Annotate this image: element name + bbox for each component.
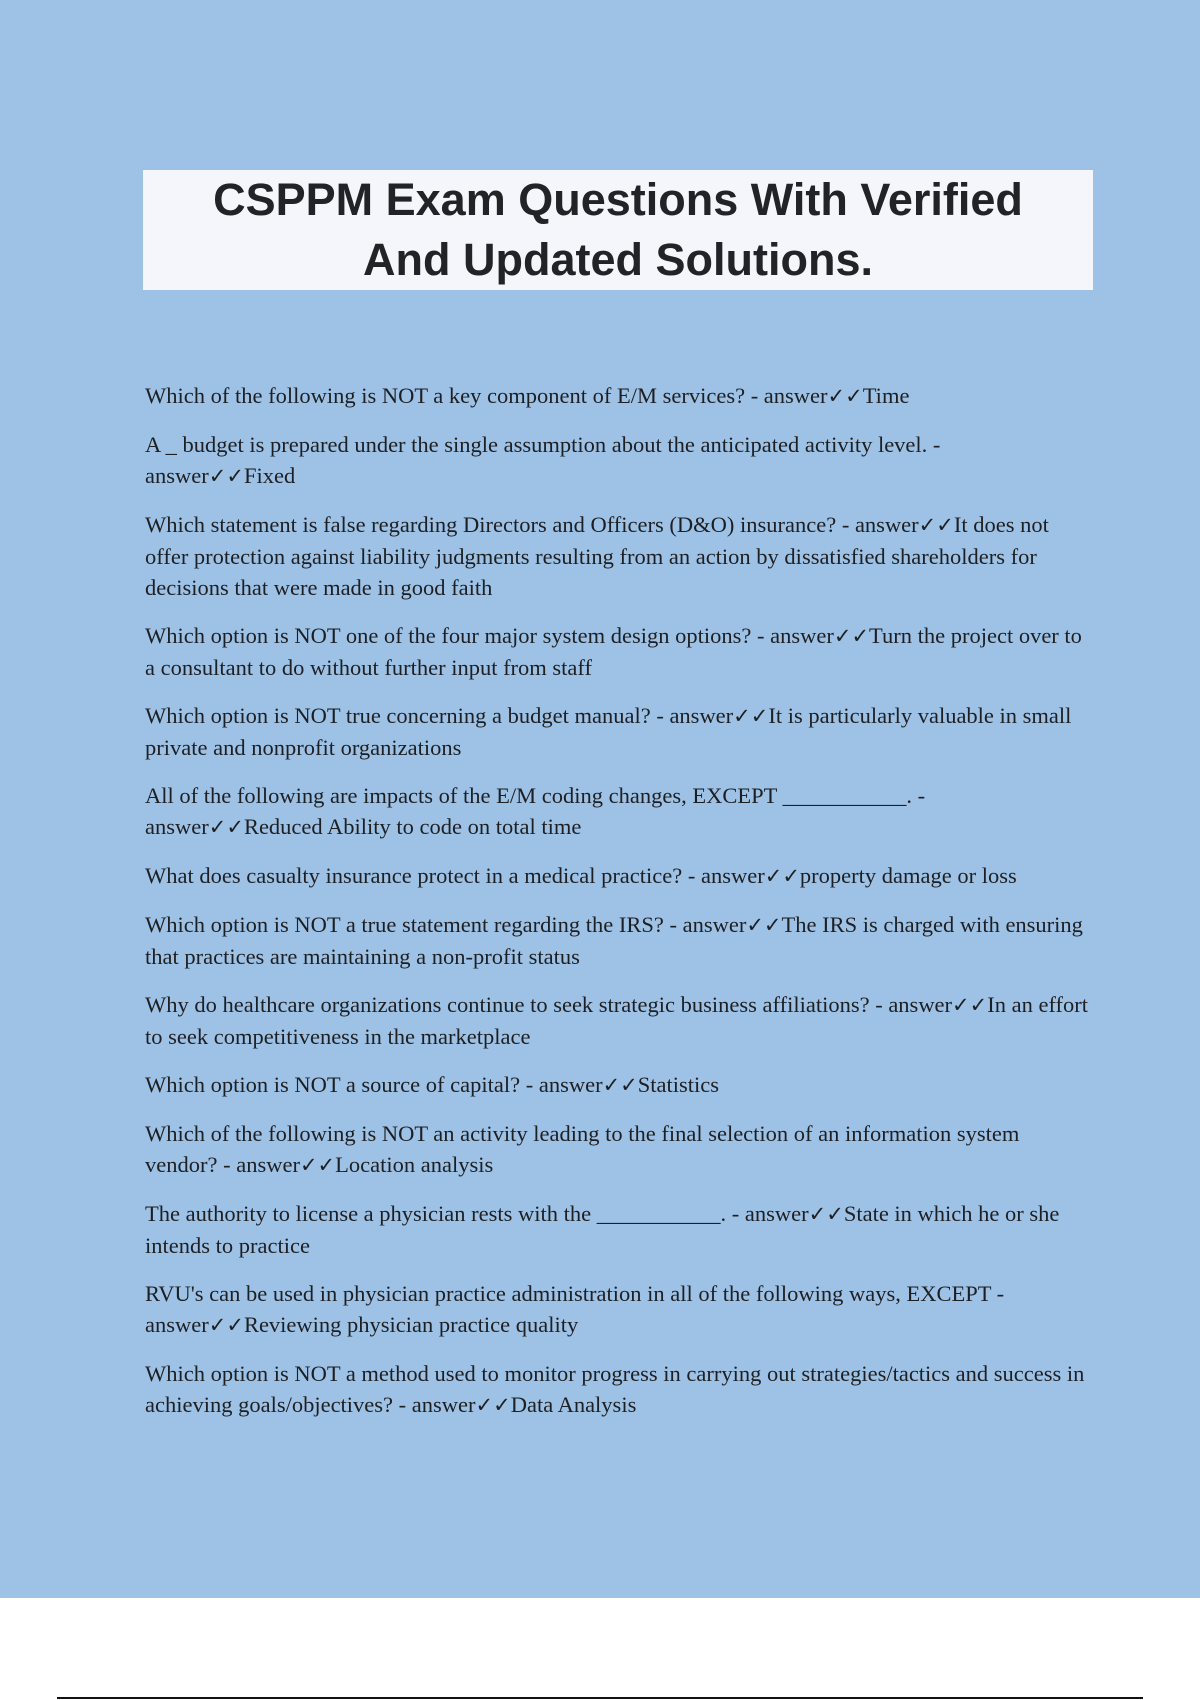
qa-item <box>145 620 1090 683</box>
answer-separator: - answer <box>726 1201 809 1226</box>
answer-text: Fixed <box>243 463 296 488</box>
answer-separator: - answer <box>682 863 765 888</box>
double-check-icon: ✓✓ <box>952 993 988 1017</box>
answer-text: Data Analysis <box>510 1392 637 1417</box>
answer-text: The IRS is charged with ensuring that practices are maintaining a non-profit status <box>145 912 1083 969</box>
answer-text: Reduced Ability to code on total time <box>243 814 582 839</box>
qa-item <box>145 1278 1090 1341</box>
qa-item <box>145 380 1090 412</box>
question-text: What does casualty insurance protect in a medical practice? <box>145 863 683 888</box>
answer-text: property damage or loss <box>799 863 1017 888</box>
double-check-icon: ✓✓ <box>827 384 863 408</box>
question-text: The authority to license a physician rests with the ___________. <box>145 1201 727 1226</box>
double-check-icon: ✓✓ <box>733 704 769 728</box>
answer-text: In an effort to seek competitiveness in the marketplace <box>145 992 1089 1049</box>
qa-item <box>145 989 1090 1052</box>
double-check-icon: ✓✓ <box>746 913 782 937</box>
answer-separator: - answer <box>751 623 834 648</box>
qa-item <box>145 860 1090 892</box>
double-check-icon: ✓✓ <box>764 864 800 888</box>
answer-text: Time <box>862 383 910 408</box>
page-title-line-1: CSPPM Exam Questions With Verified <box>213 174 1023 225</box>
double-check-icon: ✓✓ <box>918 513 954 537</box>
double-check-icon: ✓✓ <box>208 464 244 488</box>
question-text: Which option is NOT one of the four major system design options? <box>145 623 752 648</box>
double-check-icon: ✓✓ <box>475 1393 511 1417</box>
question-text: Which option is NOT a method used to monitor progress in carrying out strategies/tactics and success in achieving goals/objectives? <box>145 1361 1085 1417</box>
question-text: Which statement is false regarding Directors and Officers (D&O) insurance? <box>145 512 837 537</box>
answer-separator: - answer <box>145 783 926 839</box>
question-text: Why do healthcare organizations continue to seek strategic business affiliations? <box>145 992 870 1017</box>
qa-item <box>145 1069 1090 1101</box>
page-title-line-2: And Updated Solutions. <box>363 234 873 285</box>
answer-separator: - answer <box>650 703 734 728</box>
answer-separator: - answer <box>745 383 828 408</box>
answer-separator: - answer <box>836 512 919 537</box>
double-check-icon: ✓✓ <box>833 624 870 648</box>
answer-separator: - answer <box>145 1281 1005 1337</box>
question-text: Which option is NOT a true statement regarding the IRS? <box>145 912 664 937</box>
qa-item <box>145 1358 1090 1421</box>
qa-list <box>145 380 1090 1438</box>
answer-separator: - answer <box>869 992 953 1017</box>
qa-item <box>145 1118 1090 1181</box>
answer-separator: - answer <box>520 1072 603 1097</box>
title-banner <box>143 170 1093 290</box>
question-text: A _ budget is prepared under the single assumption about the anticipated activity level. <box>145 432 928 457</box>
qa-item <box>145 700 1090 763</box>
double-check-icon: ✓✓ <box>602 1073 638 1097</box>
answer-text: Location analysis <box>335 1152 494 1177</box>
question-text: All of the following are impacts of the E/M coding changes, EXCEPT ___________. <box>145 783 912 808</box>
double-check-icon: ✓✓ <box>299 1153 336 1177</box>
answer-separator: - answer <box>145 432 941 488</box>
answer-text: It does not offer protection against liability judgments resulting from an action by dissatisfied shareholders for decisions that were made in good faith <box>145 512 1049 600</box>
answer-text: State in which he or she intends to practice <box>145 1201 1060 1258</box>
question-text: Which option is NOT a source of capital? <box>145 1072 521 1097</box>
answer-text: Statistics <box>637 1072 720 1097</box>
answer-text: Turn the project over to a consultant to do without further input from staff <box>145 623 1082 680</box>
question-text: Which option is NOT true concerning a budget manual? <box>145 703 651 728</box>
answer-separator: - answer <box>217 1152 300 1177</box>
footer-divider <box>57 1697 1143 1699</box>
qa-item <box>145 780 1090 843</box>
qa-item <box>145 1198 1090 1261</box>
question-text: Which of the following is NOT a key component of E/M services? <box>145 383 746 408</box>
qa-item <box>145 509 1090 603</box>
double-check-icon: ✓✓ <box>208 815 244 839</box>
answer-separator: - answer <box>663 912 747 937</box>
double-check-icon: ✓✓ <box>208 1313 244 1337</box>
answer-text: It is particularly valuable in small private and nonprofit organizations <box>145 703 1072 760</box>
double-check-icon: ✓✓ <box>808 1202 844 1226</box>
question-text: Which of the following is NOT an activity leading to the final selection of an information system vendor? <box>145 1121 1020 1177</box>
answer-separator: - answer <box>393 1392 476 1417</box>
answer-text: Reviewing physician practice quality <box>243 1312 579 1337</box>
question-text: RVU's can be used in physician practice administration in all of the following ways, EXCEPT <box>145 1281 992 1306</box>
qa-item <box>145 429 1090 492</box>
qa-item <box>145 909 1090 972</box>
